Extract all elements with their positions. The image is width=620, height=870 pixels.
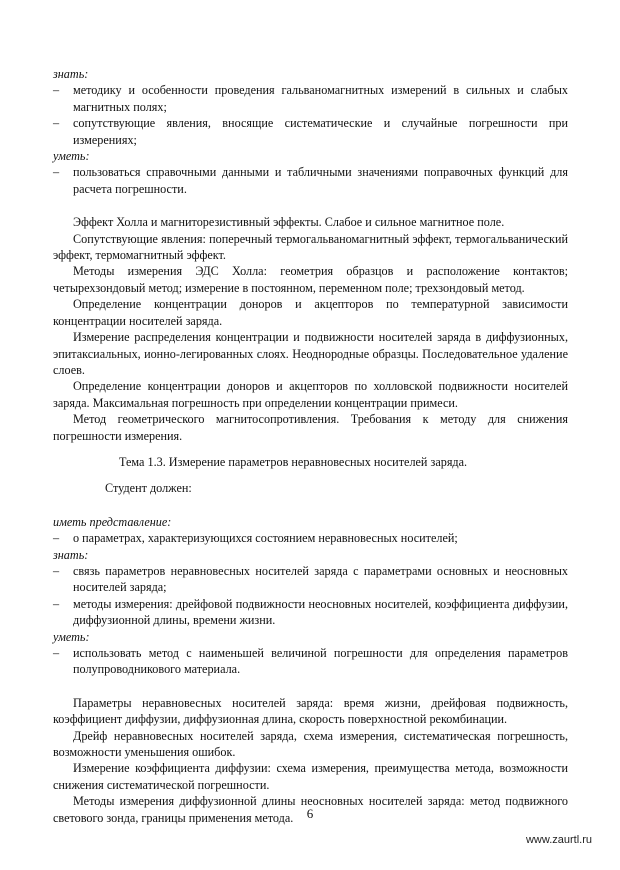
dash-bullet: – [53, 116, 60, 131]
paragraph: Измерение распределения концентрации и подвижности носителей заряда в диффузионных, эпитаксиальных, ионно-легированных слоях. Неоднородные образцы. Последовательное удаление слоев. [53, 330, 568, 377]
dash-bullet: – [53, 646, 60, 660]
paragraph: Параметры неравновесных носителей заряда: время жизни, дрейфовая подвижность, коэффициент диффузии, диффузионная длина, скорость поверхностной рекомбинации. [53, 695, 568, 727]
paragraph: Эффект Холла и магниторезистивный эффекты. Слабое и сильное магнитное поле. [73, 215, 505, 230]
student-must-heading: Студент должен: [105, 481, 192, 496]
list-item [53, 563, 568, 596]
list-item-text: связь параметров неравновесных носителей заряда с параметрами основных и неосновных носителей заряда; [73, 563, 568, 595]
paragraph: Определение концентрации доноров и акцепторов по холловской подвижности носителей заряда. Максимальная погрешность при определении концентрации примеси. [53, 379, 568, 410]
list-item [53, 82, 568, 115]
dash-bullet: – [53, 531, 60, 546]
list-item-text: сопутствующие явления, вносящие систематические и случайные погрешности при измерениях; [73, 116, 568, 147]
paragraph: Измерение коэффициента диффузии: схема измерения, преимущества метода, возможности снижения систематической погрешности. [53, 761, 568, 792]
list-item-text: о параметрах, характеризующихся состоянием неравновесных носителей; [73, 531, 458, 546]
dash-bullet: – [53, 165, 60, 180]
list-item [53, 645, 568, 678]
topic-title: Тема 1.3. Измерение параметров неравновесных носителей заряда. [119, 454, 468, 469]
know-label: знать: [53, 547, 89, 562]
page-content [53, 66, 568, 826]
paragraph: Методы измерения ЭДС Холла: геометрия образцов и расположение контактов; четырехзондовый метод; измерение в постоянном, переменном поле; трехзондовый метод. [53, 264, 568, 295]
list-item [53, 596, 568, 629]
list-item [53, 164, 568, 197]
know-label: знать: [53, 67, 89, 81]
dash-bullet: – [53, 563, 60, 578]
dash-bullet: – [53, 596, 60, 611]
paragraph: Сопутствующие явления: поперечный термогальваномагнитный эффект, термогальванический эффект, термомагнитный эффект. [53, 231, 568, 263]
paragraph: Дрейф неравновесных носителей заряда, схема измерения, систематическая погрешность, возможности уменьшения ошибок. [53, 728, 568, 760]
can-label: уметь: [53, 629, 90, 644]
paragraph: Метод геометрического магнитосопротивления. Требования к методу для снижения погрешности измерения. [53, 412, 568, 443]
site-watermark: www.zaurtl.ru [525, 834, 592, 846]
list-item [53, 115, 568, 148]
page-number: 6 [306, 806, 314, 821]
list-item-text: методы измерения: дрейфовой подвижности неосновных носителей, коэффициента диффузии, диффузионной длины, времени жизни. [73, 596, 568, 628]
paragraph: Методы измерения диффузионной длины неосновных носителей заряда: метод подвижного светового зонда, границы применения метода. [53, 794, 568, 825]
list-item [53, 530, 568, 546]
list-item-text: методику и особенности проведения гальваномагнитных измерений в сильных и слабых магнитных полях; [73, 83, 568, 114]
paragraph: Определение концентрации доноров и акцепторов по температурной зависимости концентрации носителей заряда. [53, 297, 568, 328]
can-label: уметь: [53, 149, 90, 164]
idea-label: иметь представление: [53, 514, 172, 529]
list-item-text: пользоваться справочными данными и табличными значениями поправочных функций для расчета погрешности. [73, 165, 568, 196]
dash-bullet: – [53, 83, 60, 98]
list-item-text: использовать метод с наименьшей величиной погрешности для определения параметров полупроводникового материала. [73, 646, 568, 677]
